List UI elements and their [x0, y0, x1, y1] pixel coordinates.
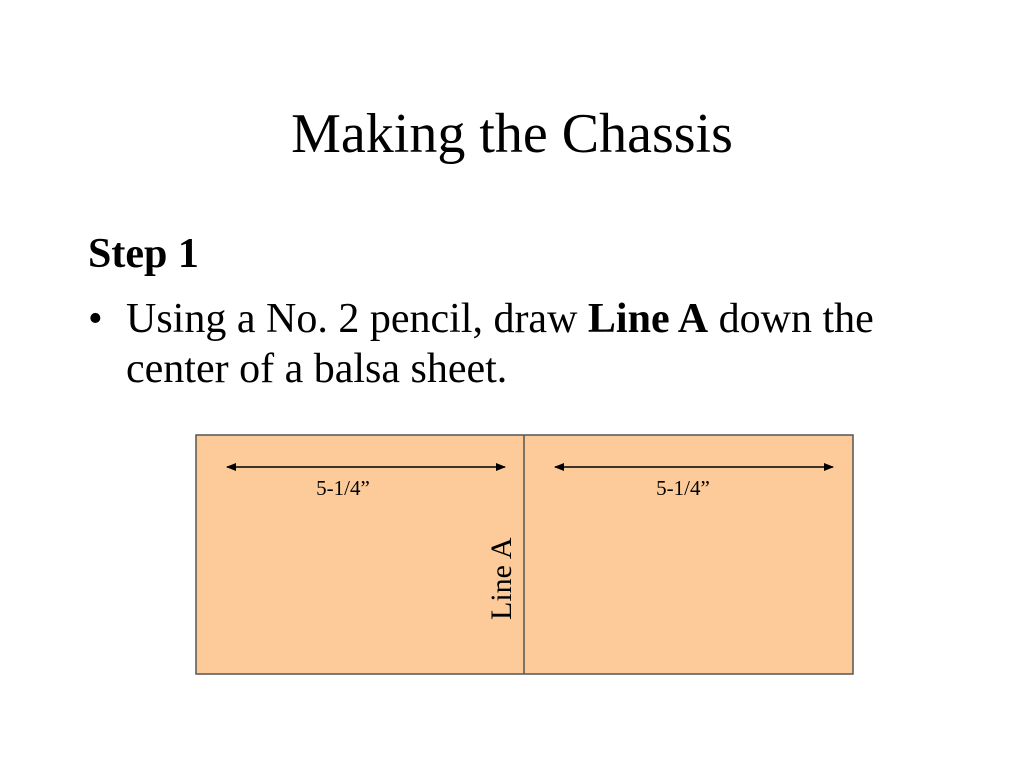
bullet-item	[88, 294, 948, 394]
balsa-sheet-svg	[195, 434, 855, 676]
bullet-marker: •	[88, 296, 103, 342]
slide-title: Making the Chassis	[291, 103, 733, 165]
balsa-sheet-diagram	[195, 434, 855, 676]
bullet-text-before: Using a No. 2 pencil, draw	[126, 296, 588, 342]
step-heading: Step 1	[88, 231, 199, 277]
bullet-text-after: down the center of a balsa sheet.	[126, 296, 874, 392]
right-dimension-label: 5-1/4”	[656, 476, 710, 500]
left-dimension-label: 5-1/4”	[316, 476, 370, 500]
bullet-bold-text: Line A	[587, 296, 709, 342]
line-a-label: Line A	[485, 537, 518, 620]
bullet-text	[126, 294, 948, 394]
